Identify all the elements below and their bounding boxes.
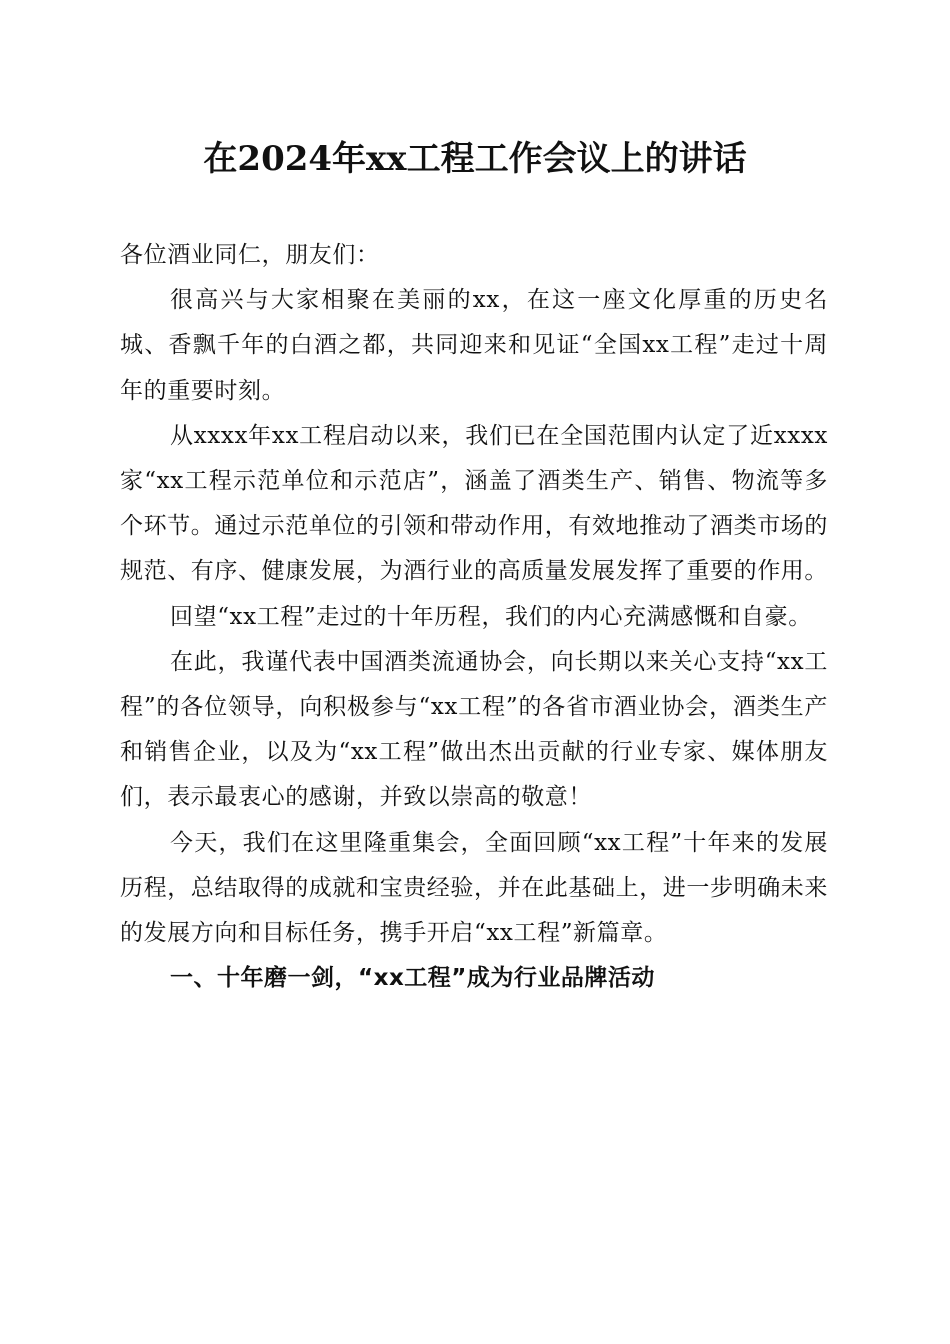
paragraph-3: 回望“xx工程”走过的十年历程，我们的内心充满感慨和自豪。 — [170, 603, 812, 630]
document-body — [120, 233, 828, 1001]
paragraph-1: 很高兴与大家相聚在美丽的xx，在这一座文化厚重的历史名城、香飘千年的白酒之都，共同迎来和见证“全国xx工程”走过十周年的重要时刻。 — [120, 287, 828, 404]
paragraph-4: 在此，我谨代表中国酒类流通协会，向长期以来关心支持“xx工程”的各位领导，向积极参与“xx工程”的各省市酒业协会，酒类生产和销售企业，以及为“xx工程”做出杰出贡献的行业专家、媒体朋友们，表示最衷心的感谢，并致以崇高的敬意！ — [120, 648, 828, 811]
paragraph-5: 今天，我们在这里隆重集会，全面回顾“xx工程”十年来的发展历程，总结取得的成就和宝贵经验，并在此基础上，进一步明确未来的发展方向和目标任务，携手开启“xx工程”新篇章。 — [120, 829, 828, 947]
section-heading: 一、十年磨一剑，“xx工程”成为行业品牌活动 — [170, 965, 655, 992]
paragraph-2: 从xxxx年xx工程启动以来，我们已在全国范围内认定了近xxxx家“xx工程示范单位和示范店”，涵盖了酒类生产、销售、物流等多个环节。通过示范单位的引领和带动作用，有效地推动了酒类市场的规范、有序、健康发展，为酒行业的高质量发展发挥了重要的作用。 — [120, 422, 828, 585]
document-title: 在2024年xx工程工作会议上的讲话 — [203, 139, 747, 179]
salutation: 各位酒业同仁，朋友们： — [120, 242, 380, 268]
